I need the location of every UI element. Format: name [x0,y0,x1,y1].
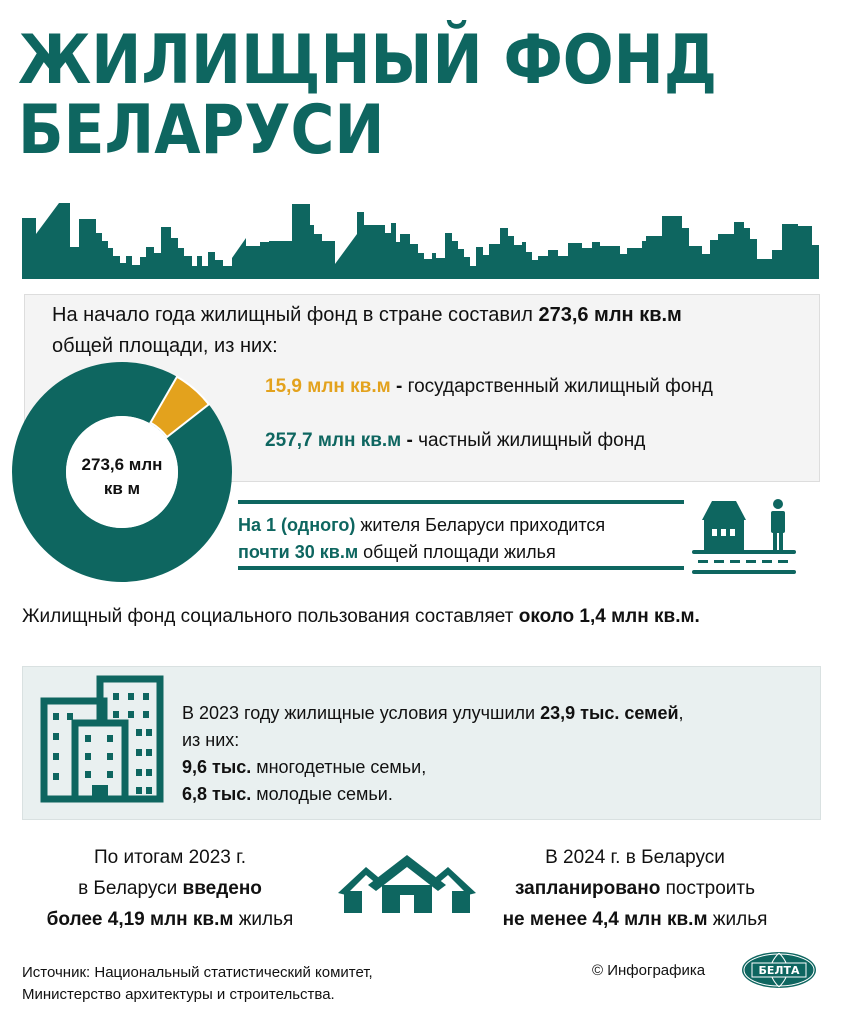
families-total: 23,9 тыс. семей [540,703,679,723]
built-line-2: в Беларуси [78,878,183,899]
planned-line-2: построить [660,878,755,899]
source-line-2: Министерство архитектуры и строительства. [22,986,335,1003]
divider-bottom [238,566,684,570]
donut-center-value: 273,6 млн [81,455,163,474]
donut-center-label [60,453,184,501]
title-line-1: ЖИЛИЩНЫЙ ФОНД [18,21,718,100]
legend-sep: - [401,430,419,451]
state-label: государственный жилищный фонд [407,376,713,397]
intro-label: На начало года жилищный фонд в стране составил [52,304,539,326]
page-title [18,21,718,170]
families-label: В 2023 году жилищные условия улучшили [182,703,541,723]
private-label: частный жилищный фонд [418,430,646,451]
large-families-value: 9,6 тыс. [182,757,252,777]
city-skyline-icon [22,186,819,279]
young-families-value: 6,8 тыс. [182,784,252,804]
planned-value: не менее 4,4 млн кв.м [502,909,708,930]
built-bold: введено [182,878,262,899]
families-comma: , [678,703,684,723]
planned-unit: жилья [707,909,768,930]
total-value: 273,6 млн кв.м [538,304,682,326]
intro-text [52,300,812,362]
copyright-label: © Инфографика [592,962,706,979]
per-capita-bold: На 1 (одного) [238,515,356,535]
per-capita-label-2: общей площади жилья [358,542,556,562]
intro-label-2: общей площади, из них: [52,335,278,357]
social-value: около 1,4 млн кв.м. [518,606,700,627]
large-families-label: многодетные семьи, [251,757,427,777]
planned-line-1: В 2024 г. в Беларуси [545,847,725,868]
per-capita-text [238,512,605,566]
legend-state [265,376,713,398]
built-2023-text [20,842,320,935]
belta-logo-text: БЕЛТА [758,964,800,977]
houses-icon [338,855,476,915]
planned-bold: запланировано [514,878,661,899]
house-and-person-icon [692,496,796,576]
private-value: 257,7 млн кв.м [265,430,402,451]
source-line-1: Источник: Национальный статистический комитет, [22,964,373,981]
families-of-them: из них: [182,730,240,750]
planned-2024-text [470,842,800,935]
per-capita-label: жителя Беларуси приходится [355,515,606,535]
belta-logo [740,950,818,990]
apartment-buildings-icon [40,673,164,803]
title-line-2: БЕЛАРУСИ [18,91,385,170]
legend-private [265,430,645,452]
social-label: Жилищный фонд социального пользования составляет [22,606,519,627]
built-line-1: По итогам 2023 г. [93,847,247,868]
source-note [22,962,373,1006]
legend-sep: - [390,376,408,397]
per-capita-value: почти 30 кв.м [238,542,359,562]
built-unit: жилья [233,909,294,930]
state-value: 15,9 млн кв.м [265,376,391,397]
families-text [182,700,684,808]
built-value: более 4,19 млн кв.м [46,909,234,930]
divider-top [238,500,684,504]
social-housing-text [22,606,700,628]
young-families-label: молодые семьи. [251,784,393,804]
donut-center-unit: кв м [103,479,141,498]
